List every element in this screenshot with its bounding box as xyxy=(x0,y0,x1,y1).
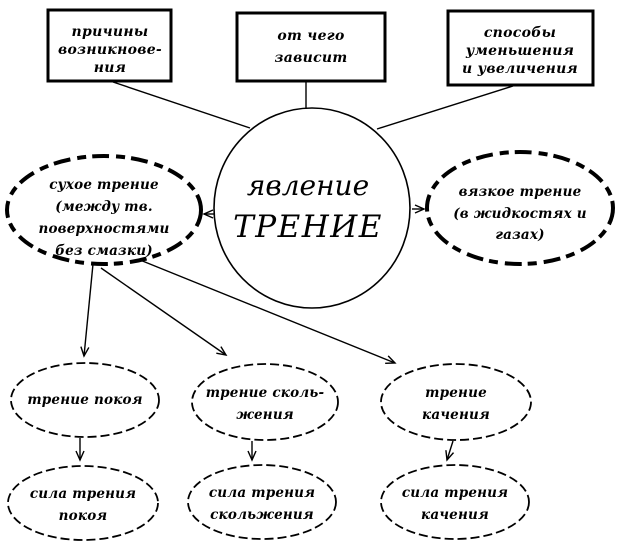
rolling-label-line1: трение xyxy=(425,385,487,401)
rolling-force-label-line1: сила трения xyxy=(401,485,509,501)
center-label-line1: явление xyxy=(246,169,370,202)
node-rest-force xyxy=(8,466,158,540)
rolling-label-line2: качения xyxy=(422,407,490,423)
rest-force-ellipse xyxy=(8,466,158,540)
methods-label-line1: способы xyxy=(483,25,557,41)
sliding-force-label-line1: сила трения xyxy=(208,485,316,501)
depends-box xyxy=(237,13,385,81)
node-rolling-force xyxy=(381,465,529,539)
node-sliding-force xyxy=(188,465,336,539)
viscous-label-line1: вязкое трение xyxy=(458,184,582,200)
arrow-dry-to-rest xyxy=(84,264,93,356)
center-ellipse xyxy=(214,108,410,308)
methods-label-line2: уменьшения xyxy=(465,43,575,59)
rolling-force-ellipse xyxy=(381,465,529,539)
node-dry-friction xyxy=(7,156,201,264)
rolling-ellipse xyxy=(381,364,531,440)
connector-causes-to-center xyxy=(113,82,250,128)
node-causes xyxy=(48,10,171,81)
dry-label-line4: без смазки) xyxy=(55,243,153,259)
rest-label-line1: трение покоя xyxy=(27,392,143,408)
node-viscous-friction xyxy=(427,152,613,264)
node-depends xyxy=(237,13,385,81)
sliding-ellipse xyxy=(192,364,338,440)
node-methods xyxy=(448,11,593,85)
rest-force-label-line1: сила трения xyxy=(29,486,137,502)
causes-label-line1: причины xyxy=(71,24,149,40)
viscous-label-line2: (в жидкостях и xyxy=(453,206,587,222)
sliding-force-label-line2: скольжения xyxy=(210,507,314,523)
node-rolling-friction xyxy=(381,364,531,440)
rolling-force-label-line2: качения xyxy=(421,507,489,523)
node-rest-friction xyxy=(11,363,159,437)
depends-label-line1: от чего xyxy=(277,28,345,44)
arrow-rolling-to-force xyxy=(447,441,453,460)
depends-label-line2: зависит xyxy=(274,50,348,66)
viscous-label-line3: газах) xyxy=(495,227,545,243)
arrow-dry-to-sliding xyxy=(101,268,226,355)
connector-methods-to-center xyxy=(377,86,513,129)
node-center-friction xyxy=(214,108,410,308)
dry-label-line3: поверхностями xyxy=(38,221,170,237)
sliding-force-ellipse xyxy=(188,465,336,539)
sliding-label-line1: трение сколь- xyxy=(205,385,325,401)
rest-force-label-line2: покоя xyxy=(58,508,108,524)
dry-label-line1: сухое трение xyxy=(49,177,159,193)
methods-label-line3: и увеличения xyxy=(462,61,578,77)
center-label-line2: ТРЕНИЕ xyxy=(233,209,383,245)
dry-label-line2: (между тв. xyxy=(55,199,153,215)
node-sliding-friction xyxy=(192,364,338,440)
sliding-label-line2: жения xyxy=(236,407,294,423)
causes-label-line3: ния xyxy=(93,60,127,76)
causes-label-line2: возникнове- xyxy=(57,42,163,58)
